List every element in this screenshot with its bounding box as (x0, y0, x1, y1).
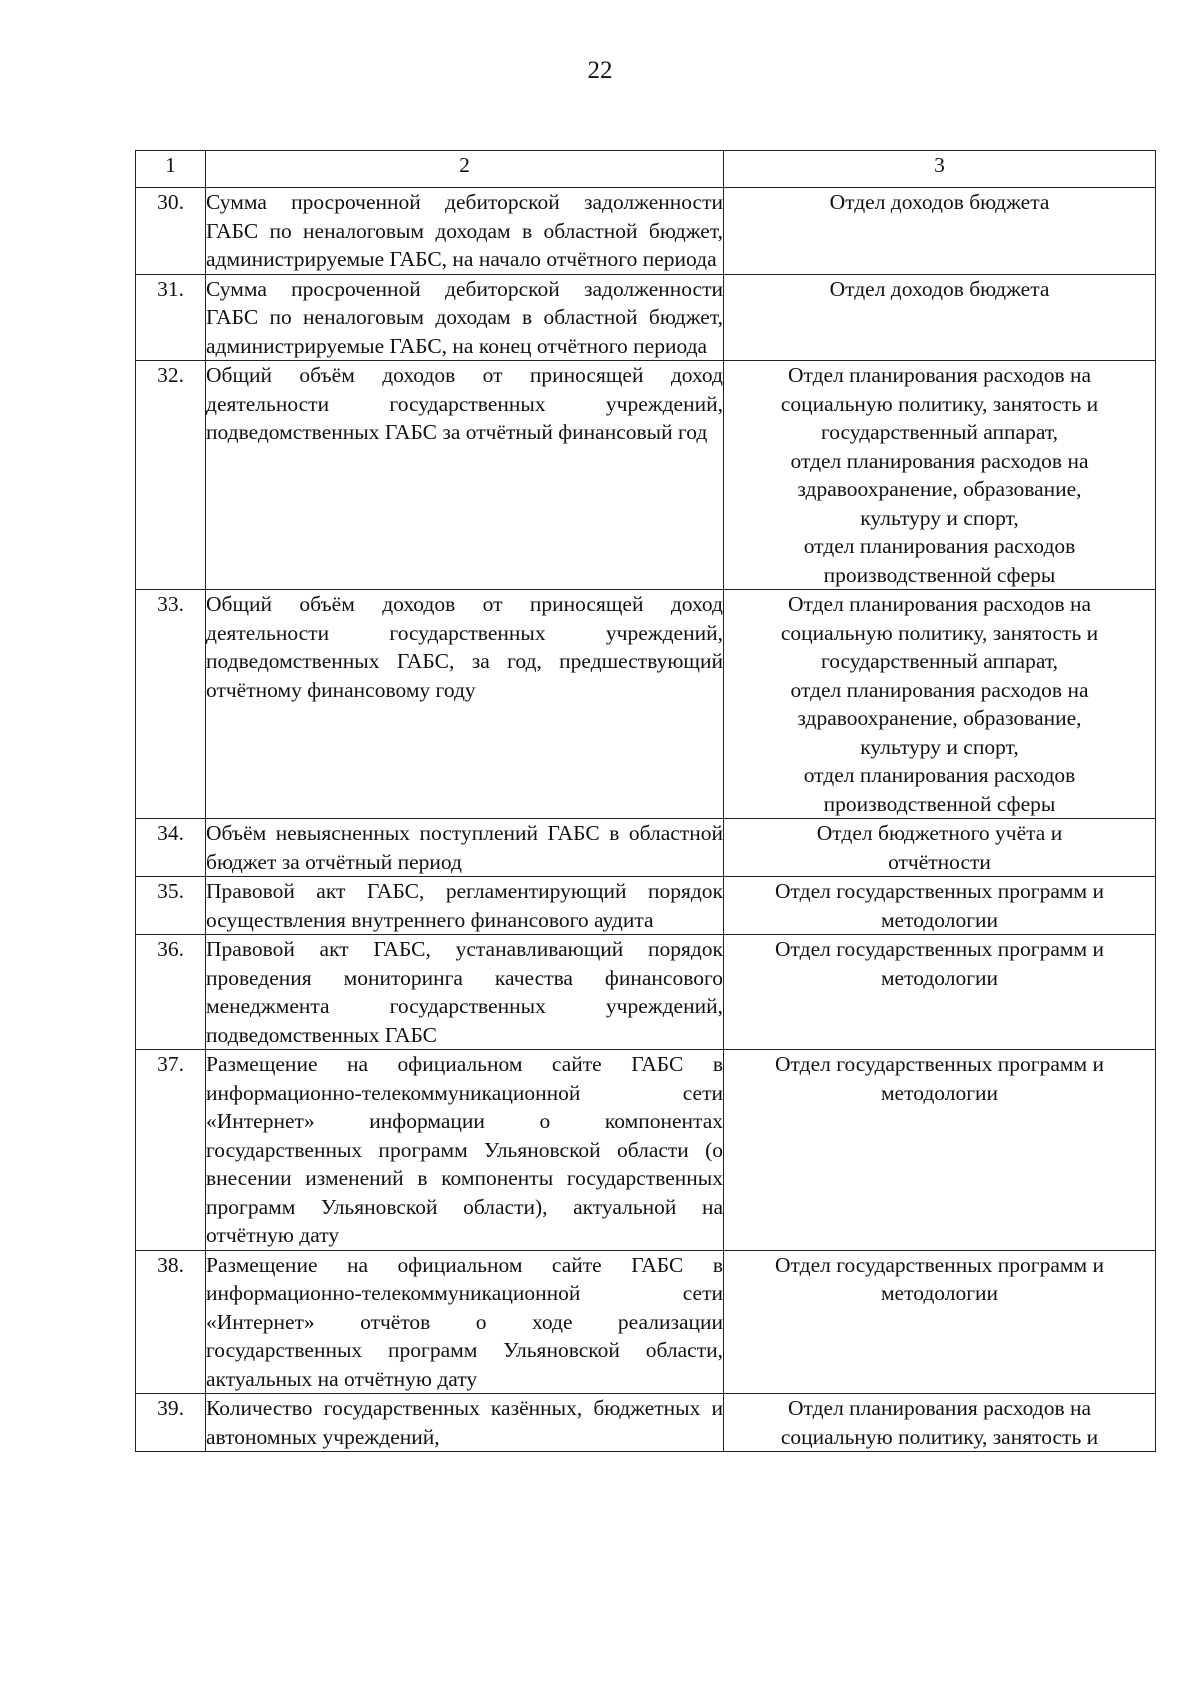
department-line: Отдел государственных программ и (775, 1052, 1104, 1076)
department-line: методологии (880, 965, 999, 990)
department-line: государственный аппарат, (820, 420, 1058, 444)
table-row (136, 361, 1156, 590)
table-row (136, 1394, 1156, 1452)
table-row (136, 1250, 1156, 1394)
indicator-description: Размещение на официальном сайте ГАБС в информационно-телекоммуникационной сети «Интернет» информации о компонентах государственных программ Ульяновской области (о внесении изменений в компоненты государственных программ Ульяновской области), актуальной на отчётную дату (206, 1050, 724, 1251)
responsible-department (724, 1050, 1156, 1251)
department-line: здравоохранение, образование, (797, 706, 1082, 730)
department-line: Отдел планирования расходов на (787, 363, 1092, 387)
indicator-description: Размещение на официальном сайте ГАБС в информационно-телекоммуникационной сети «Интернет» отчётов о ходе реализации государственных программ Ульяновской области, актуальных на отчётную дату (206, 1250, 724, 1394)
row-number: 38. (136, 1250, 206, 1394)
table-row (136, 819, 1156, 877)
department-line: здравоохранение, образование, (797, 477, 1082, 501)
indicator-description: Объём невыясненных поступлений ГАБС в областной бюджет за отчётный период (206, 819, 724, 877)
department-line: отдел планирования расходов на (790, 677, 1089, 702)
table-row (136, 188, 1156, 275)
department-line: Отдел бюджетного учёта и (816, 821, 1063, 845)
row-number: 32. (136, 361, 206, 590)
department-line: Отдел доходов бюджета (829, 190, 1050, 214)
department-line: социальную политику, занятость и (780, 391, 1099, 416)
department-line: Отдел государственных программ и (775, 1252, 1104, 1277)
indicator-description: Правовой акт ГАБС, устанавливающий порядок проведения мониторинга качества финансового менеджмента государственных учреждений, подведомственных ГАБС (206, 935, 724, 1050)
table-row (136, 590, 1156, 819)
department-line: отдел планирования расходов (803, 534, 1076, 558)
table-row (136, 1050, 1156, 1251)
responsible-department (724, 361, 1156, 590)
column-header-3: 3 (724, 151, 1156, 188)
department-line: методологии (880, 1281, 999, 1305)
responsible-department (724, 819, 1156, 877)
column-header-1: 1 (136, 151, 206, 188)
department-line: отчётности (888, 849, 991, 874)
department-line: методологии (880, 907, 999, 932)
department-line: Отдел планирования расходов на (787, 1396, 1092, 1420)
row-number: 36. (136, 935, 206, 1050)
department-line: Отдел государственных программ и (775, 937, 1104, 961)
department-line: социальную политику, занятость и (780, 620, 1099, 645)
indicator-description: Сумма просроченной дебиторской задолженности ГАБС по неналоговым доходам в областной бюджет, администрируемые ГАБС, на конец отчётного периода (206, 274, 724, 361)
department-line: Отдел государственных программ и (775, 879, 1104, 903)
indicator-description: Общий объём доходов от приносящей доход деятельности государственных учреждений, подведомственных ГАБС, за год, предшествующий отчётному финансовому году (206, 590, 724, 819)
row-number: 33. (136, 590, 206, 819)
page-number: 22 (587, 57, 613, 84)
department-line: производственной сферы (823, 791, 1056, 816)
indicator-description: Количество государственных казённых, бюджетных и автономных учреждений, (206, 1394, 724, 1452)
responsible-department (724, 877, 1156, 935)
department-line: отдел планирования расходов на (790, 448, 1089, 473)
table-header-row (136, 151, 1156, 188)
department-line: Отдел доходов бюджета (829, 276, 1050, 301)
indicator-description: Общий объём доходов от приносящей доход деятельности государственных учреждений, подведомственных ГАБС за отчётный финансовый год (206, 361, 724, 590)
responsible-department (724, 935, 1156, 1050)
department-line: культуру и спорт, (860, 734, 1019, 759)
responsible-department (724, 590, 1156, 819)
department-line: социальную политику, занятость и (780, 1424, 1099, 1449)
responsible-department (724, 188, 1156, 275)
column-header-2: 2 (206, 151, 724, 188)
indicator-description: Правовой акт ГАБС, регламентирующий порядок осуществления внутреннего финансового аудита (206, 877, 724, 935)
department-line: государственный аппарат, (820, 649, 1058, 673)
table-row (136, 935, 1156, 1050)
department-line: отдел планирования расходов (803, 763, 1076, 787)
department-line: Отдел планирования расходов на (787, 592, 1092, 616)
department-line: методологии (880, 1080, 999, 1105)
responsible-department (724, 1394, 1156, 1452)
department-line: культуру и спорт, (860, 505, 1019, 530)
row-number: 30. (136, 188, 206, 275)
table-row (136, 274, 1156, 361)
responsible-department (724, 1250, 1156, 1394)
row-number: 34. (136, 819, 206, 877)
responsible-department (724, 274, 1156, 361)
indicator-description: Сумма просроченной дебиторской задолженности ГАБС по неналоговым доходам в областной бюджет, администрируемые ГАБС, на начало отчётного периода (206, 188, 724, 275)
department-line: производственной сферы (823, 562, 1056, 587)
row-number: 31. (136, 274, 206, 361)
table-row (136, 877, 1156, 935)
row-number: 39. (136, 1394, 206, 1452)
row-number: 35. (136, 877, 206, 935)
indicators-table (135, 150, 1156, 1452)
row-number: 37. (136, 1050, 206, 1251)
